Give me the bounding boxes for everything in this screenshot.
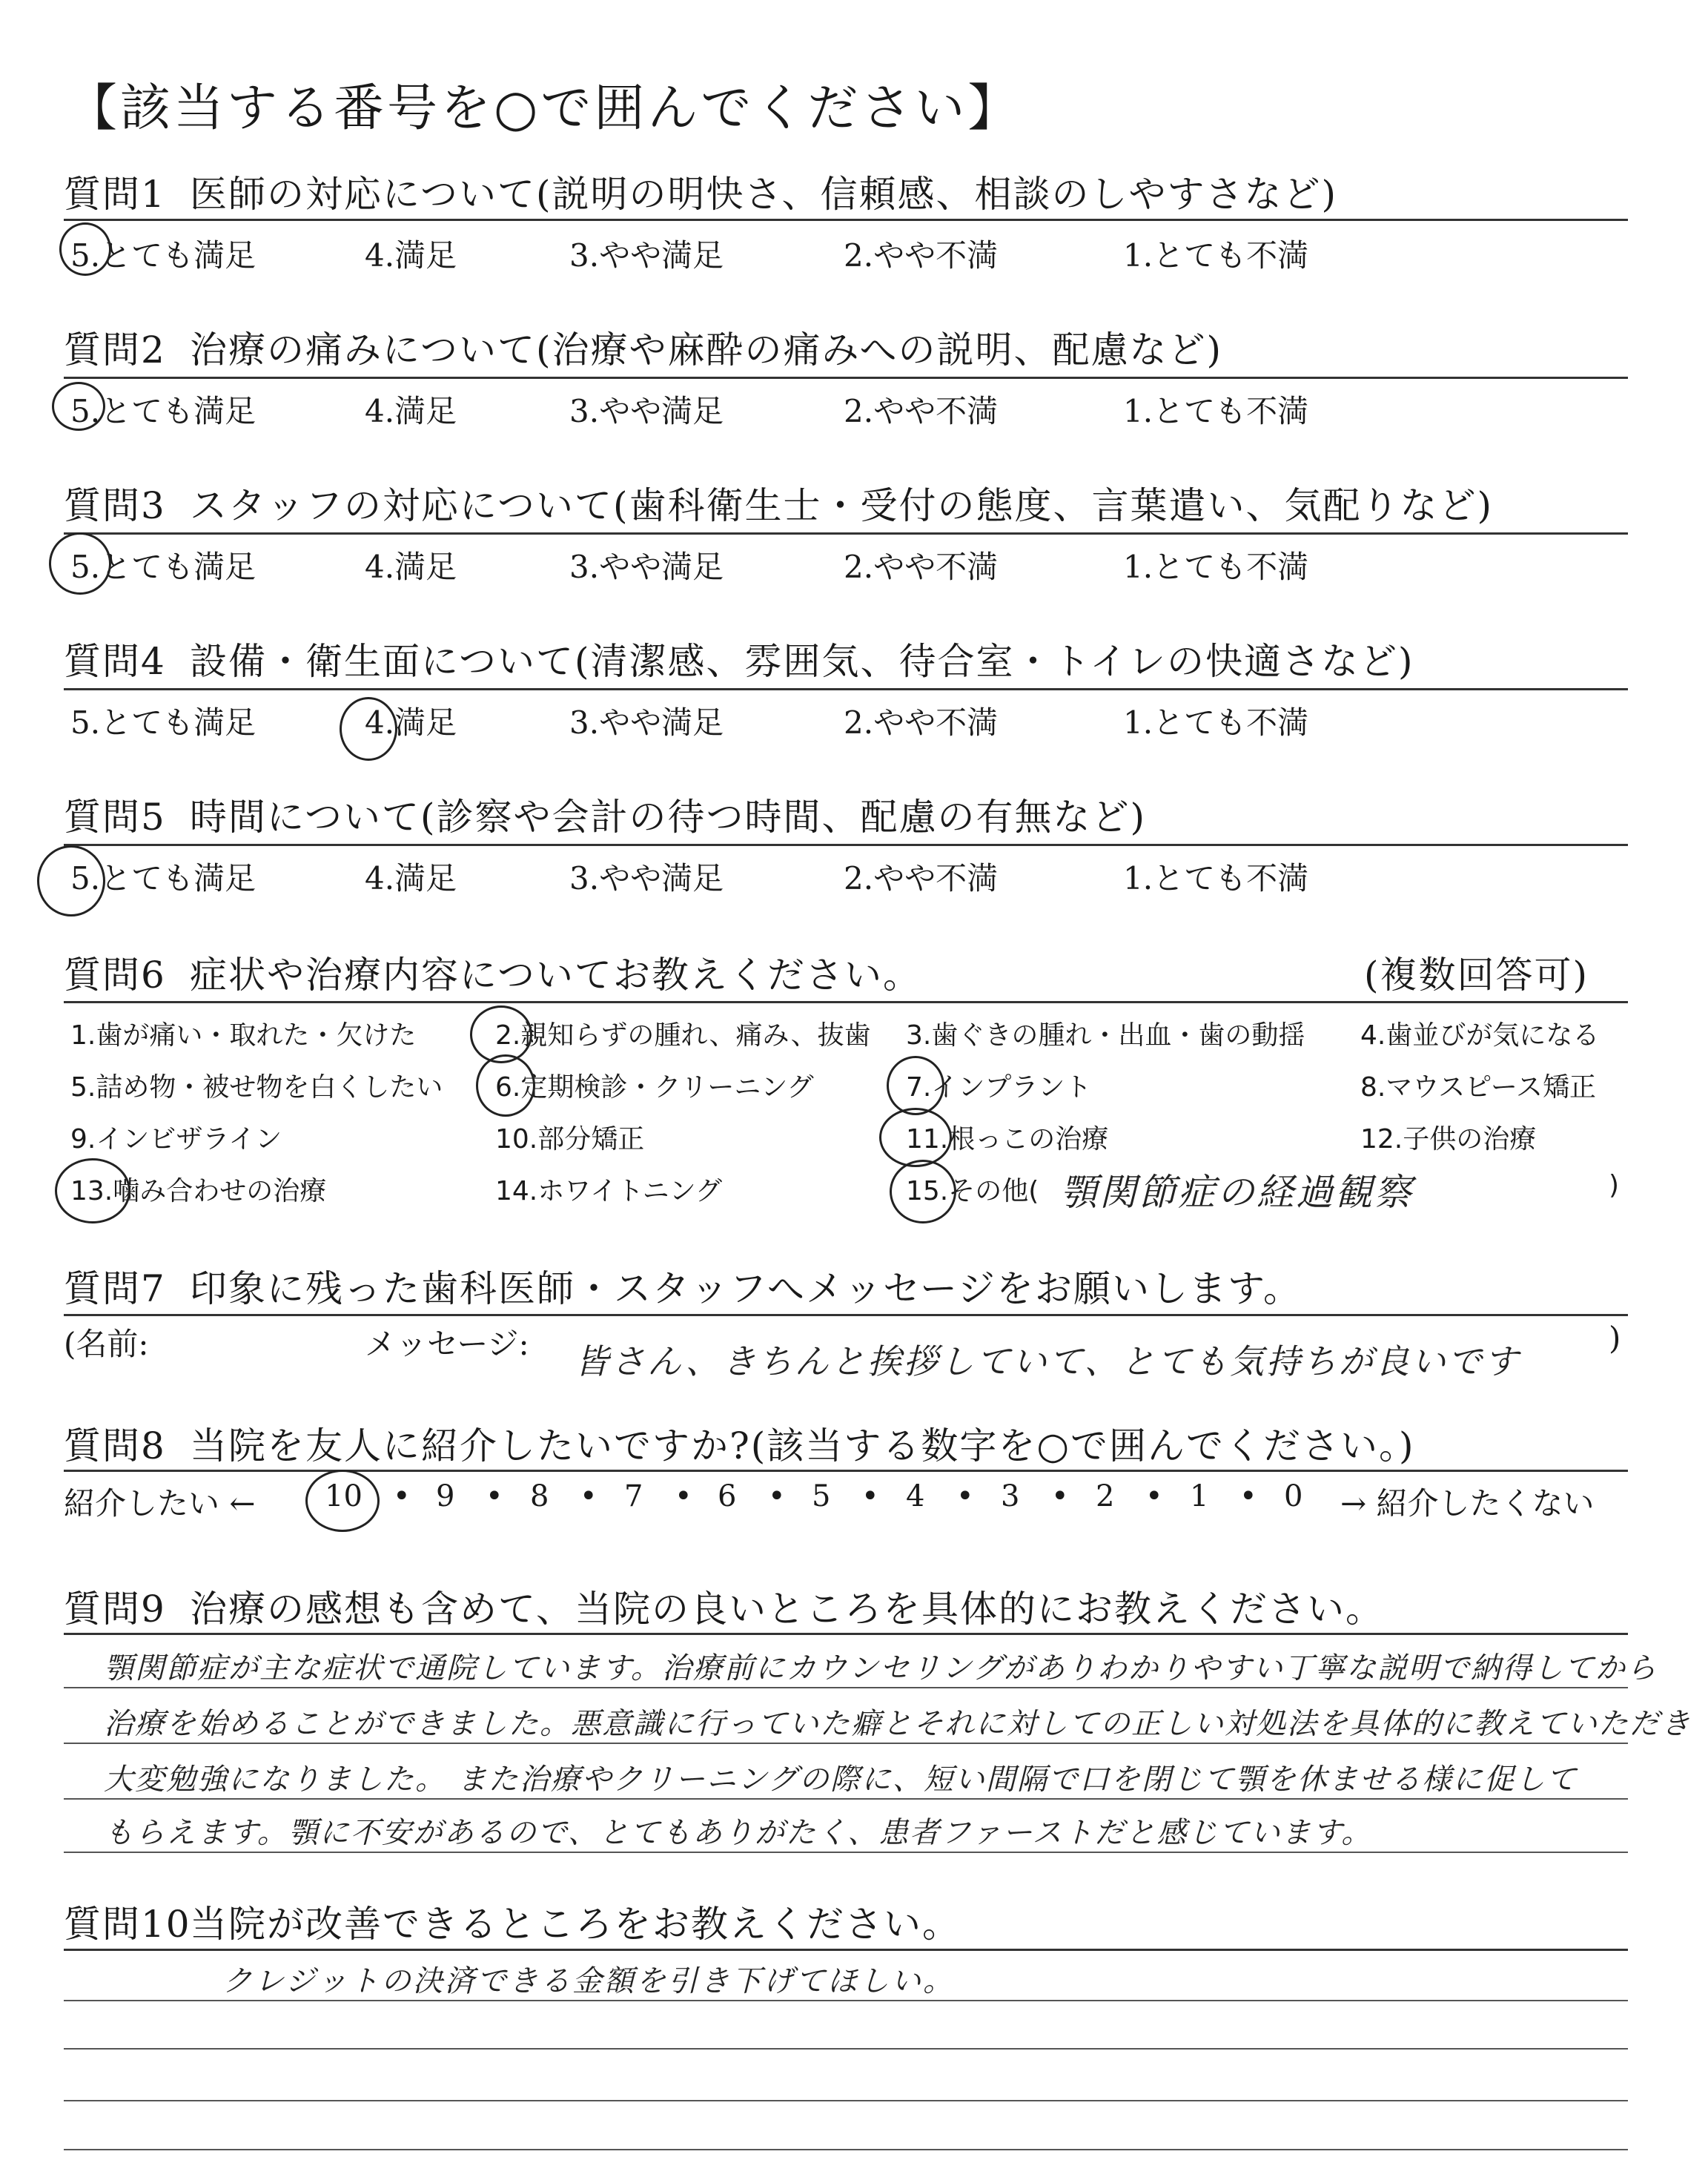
- symptom-item-11[interactable]: 11.根っこの治療: [906, 1124, 1109, 1155]
- option-3[interactable]: 3.やや満足: [569, 237, 724, 274]
- scale-dot: •: [580, 1479, 598, 1513]
- symptom-item-2[interactable]: 2.親知らずの腫れ、痛み、抜歯: [495, 1020, 871, 1051]
- option-1[interactable]: 1.とても不満: [1123, 393, 1309, 429]
- symptom-item-12[interactable]: 12.子供の治療: [1360, 1124, 1537, 1155]
- answer-rule: [64, 2100, 1628, 2101]
- option-5[interactable]: 5.とても満足: [70, 393, 256, 429]
- question-number: 質問2: [64, 328, 166, 371]
- option-2[interactable]: 2.やや不満: [844, 393, 999, 429]
- divider: [64, 1949, 1628, 1951]
- option-1[interactable]: 1.とても不満: [1123, 237, 1309, 274]
- symptom-item-14[interactable]: 14.ホワイトニング: [495, 1176, 723, 1206]
- question-number: 質問10: [64, 1903, 191, 1946]
- question-heading: [64, 1895, 961, 1948]
- option-3[interactable]: 3.やや満足: [569, 704, 724, 741]
- scale-dot: •: [393, 1479, 411, 1513]
- scale-dot: •: [956, 1479, 974, 1513]
- question-number: 質問1: [64, 173, 166, 216]
- option-3[interactable]: 3.やや満足: [569, 860, 724, 896]
- divider: [64, 1470, 1628, 1472]
- scale-dot: •: [675, 1479, 692, 1513]
- selection-circle: [52, 382, 105, 431]
- option-5[interactable]: 5.とても満足: [70, 704, 256, 741]
- option-5[interactable]: 5.とても満足: [70, 860, 256, 896]
- scale-left-label: 紹介したい ←: [64, 1485, 256, 1522]
- selection-circle: [305, 1470, 380, 1532]
- question-heading: [64, 476, 1493, 529]
- question-text: 治療の痛みについて(治療や麻酔の痛みへの説明、配慮など): [190, 328, 1223, 371]
- answer-line-2: 治療を始めることができました。悪意識に行っていた癖とそれに対しての正しい対処法を具体的に教えていただき: [104, 1707, 1692, 1741]
- name-label: (名前:: [64, 1326, 149, 1362]
- scale-dot: •: [486, 1479, 503, 1513]
- message-close-paren: ): [1609, 1320, 1621, 1356]
- answer-rule: [64, 2048, 1628, 2050]
- question-text: 印象に残った歯科医師・スタッフへメッセージをお願いします。: [190, 1267, 1302, 1310]
- question-text: 医師の対応について(説明の明快さ、信頼感、相談のしやすさなど): [190, 173, 1338, 216]
- question-heading: [64, 1579, 1384, 1633]
- question-heading: [64, 1259, 1302, 1312]
- question-text: 治療の感想も含めて、当院の良いところを具体的にお教えください。: [190, 1588, 1384, 1631]
- scale-10[interactable]: 10: [325, 1479, 363, 1513]
- question-text: 当院を友人に紹介したいですか?(該当する数字を○で囲んでください。): [190, 1424, 1415, 1467]
- symptom-item-8[interactable]: 8.マウスピース矯正: [1360, 1072, 1597, 1103]
- scale-dot: •: [1145, 1479, 1163, 1513]
- question-heading: [64, 1416, 1414, 1470]
- question-heading: [64, 320, 1222, 374]
- question-text: スタッフの対応について(歯科衛生士・受付の態度、言葉遣い、気配りなど): [190, 484, 1494, 527]
- symptom-item-6[interactable]: 6.定期検診・クリーニング: [495, 1072, 814, 1103]
- question-heading: [64, 787, 1146, 841]
- improvement-answer: クレジットの決済できる金額を引き下げてほしい。: [222, 1964, 955, 1998]
- scale-7[interactable]: 7: [624, 1479, 643, 1513]
- symptom-item-7[interactable]: 7.インプラント: [906, 1072, 1092, 1103]
- answer-line-4: もらえます。顎に不安があるので、とてもありがたく、患者ファーストだと感じています。: [104, 1816, 1373, 1850]
- option-1[interactable]: 1.とても不満: [1123, 860, 1309, 896]
- question-number: 質問8: [64, 1424, 166, 1467]
- question-number: 質問7: [64, 1267, 166, 1310]
- answer-line-3: 大変勉強になりました。 また治療やクリーニングの際に、短い間隔で口を閉じて顎を休ませる様に促して: [104, 1763, 1578, 1797]
- symptom-item-5[interactable]: 5.詰め物・被せ物を白くしたい: [70, 1072, 443, 1103]
- answer-rule: [64, 1852, 1628, 1853]
- divider: [64, 219, 1628, 221]
- question-text: 時間について(診察や会計の待つ時間、配慮の有無など): [190, 796, 1147, 839]
- multiple-answer-note: (複数回答可): [1364, 954, 1589, 997]
- scale-0[interactable]: 0: [1284, 1479, 1303, 1513]
- scale-6[interactable]: 6: [718, 1479, 737, 1513]
- question-heading: [64, 632, 1414, 685]
- question-number: 質問4: [64, 640, 166, 683]
- page-title: 【該当する番号を○で囲んでください】: [67, 79, 1022, 138]
- symptom-item-15[interactable]: 15.その他(: [906, 1176, 1039, 1206]
- scale-3[interactable]: 3: [1001, 1479, 1020, 1513]
- scale-5[interactable]: 5: [812, 1479, 831, 1513]
- answer-line-1: 顎関節症が主な症状で通院しています。治療前にカウンセリングがありわかりやすい丁寧な説明で納得してから: [104, 1651, 1658, 1685]
- question-number: 質問3: [64, 484, 166, 527]
- scale-8[interactable]: 8: [530, 1479, 549, 1513]
- option-4[interactable]: 4.満足: [365, 704, 457, 741]
- scale-1[interactable]: 1: [1190, 1479, 1209, 1513]
- answer-rule: [64, 1743, 1628, 1744]
- selection-circle: [887, 1056, 944, 1115]
- selection-circle: [890, 1160, 956, 1223]
- scale-9[interactable]: 9: [436, 1479, 455, 1513]
- option-3[interactable]: 3.やや満足: [569, 393, 724, 429]
- option-1[interactable]: 1.とても不満: [1123, 549, 1309, 585]
- option-1[interactable]: 1.とても不満: [1123, 704, 1309, 741]
- selection-circle: [340, 697, 397, 761]
- symptom-item-1[interactable]: 1.歯が痛い・取れた・欠けた: [70, 1020, 417, 1051]
- option-2[interactable]: 2.やや不満: [844, 237, 999, 274]
- option-2[interactable]: 2.やや不満: [844, 549, 999, 585]
- option-4[interactable]: 4.満足: [365, 549, 457, 585]
- scale-dot: •: [861, 1479, 879, 1513]
- other-close-paren: ): [1609, 1170, 1620, 1200]
- question-number: 質問6: [64, 954, 166, 997]
- selection-circle: [37, 845, 105, 916]
- answer-rule: [64, 2000, 1628, 2001]
- option-3[interactable]: 3.やや満足: [569, 549, 724, 585]
- scale-2[interactable]: 2: [1096, 1479, 1115, 1513]
- symptom-item-13[interactable]: 13.噛み合わせの治療: [70, 1176, 327, 1206]
- divider: [64, 532, 1628, 535]
- answer-rule: [64, 2149, 1628, 2150]
- symptom-item-4[interactable]: 4.歯並びが気になる: [1360, 1020, 1600, 1051]
- scale-dot: •: [1051, 1479, 1069, 1513]
- selection-circle: [879, 1108, 952, 1167]
- divider: [64, 1001, 1628, 1003]
- message-label: メッセージ:: [365, 1326, 529, 1362]
- symptom-item-10[interactable]: 10.部分矯正: [495, 1124, 645, 1155]
- option-2[interactable]: 2.やや不満: [844, 860, 999, 896]
- question-number: 質問5: [64, 796, 166, 839]
- question-text: 設備・衛生面について(清潔感、雰囲気、待合室・トイレの快適さなど): [190, 640, 1414, 683]
- option-5[interactable]: 5.とても満足: [70, 549, 256, 585]
- symptom-item-9[interactable]: 9.インビザライン: [70, 1124, 282, 1155]
- other-answer-handwritten: 顎関節症の経過観察: [1060, 1171, 1414, 1214]
- answer-rule: [64, 1687, 1628, 1688]
- question-text: 当院が改善できるところをお教えください。: [190, 1903, 961, 1946]
- option-4[interactable]: 4.満足: [365, 393, 457, 429]
- scale-dot: •: [1239, 1479, 1257, 1513]
- divider: [64, 1314, 1628, 1316]
- option-5[interactable]: 5.とても満足: [70, 237, 256, 274]
- scale-right-label: → 紹介したくない: [1340, 1485, 1595, 1522]
- scale-4[interactable]: 4: [906, 1479, 925, 1513]
- scale-dot: •: [768, 1479, 786, 1513]
- option-4[interactable]: 4.満足: [365, 860, 457, 896]
- divider: [64, 1633, 1628, 1635]
- message-handwritten: 皆さん、きちんと挨拶していて、とても気持ちが良いです: [575, 1341, 1520, 1381]
- option-4[interactable]: 4.満足: [365, 237, 457, 274]
- question-heading: [64, 165, 1337, 218]
- selection-circle: [49, 532, 111, 595]
- selection-circle: [55, 1158, 130, 1223]
- option-2[interactable]: 2.やや不満: [844, 704, 999, 741]
- question-heading: [64, 945, 921, 999]
- divider: [64, 377, 1628, 379]
- answer-rule: [64, 1798, 1628, 1800]
- divider: [64, 844, 1628, 846]
- selection-circle: [476, 1054, 535, 1117]
- divider: [64, 688, 1628, 690]
- symptom-item-3[interactable]: 3.歯ぐきの腫れ・出血・歯の動揺: [906, 1020, 1305, 1051]
- question-number: 質問9: [64, 1588, 166, 1631]
- question-text: 症状や治療内容についてお教えください。: [190, 954, 921, 997]
- selection-circle: [59, 222, 111, 276]
